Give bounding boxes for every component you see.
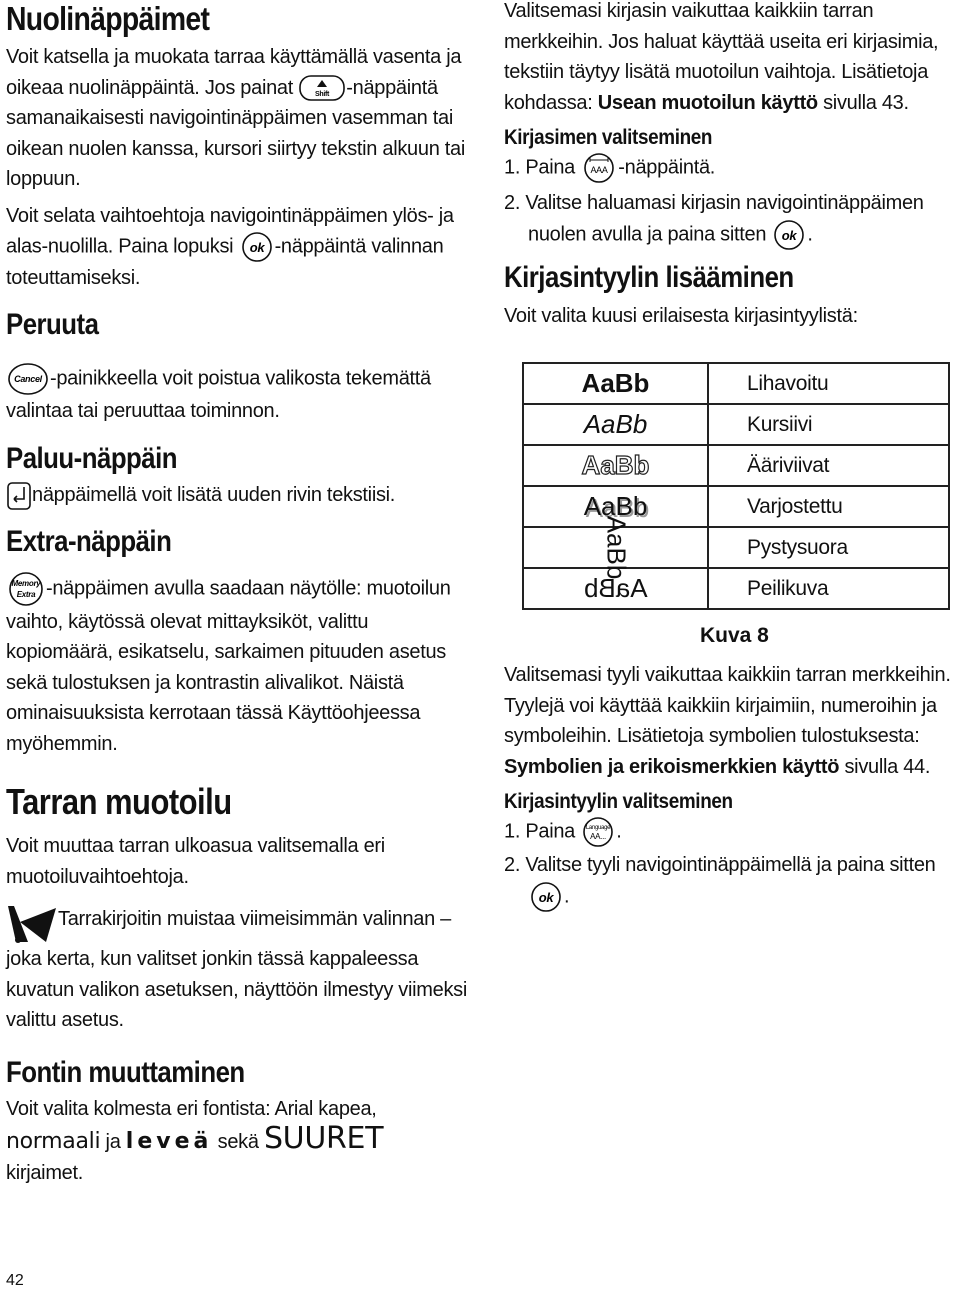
formatting-paragraph: Voit muuttaa tarran ulkoasua valitsemalla eri muotoiluvaihtoehtoja. <box>6 835 385 888</box>
heading-add-font-style: Kirjasintyylin lisääminen <box>504 260 794 294</box>
arrow-paragraph-1: Voit katsella ja muokata tarraa käyttämällä vasenta ja oikeaa nuolinäppäintä. Jos painat Shift -näppäintä samanaikaisesti navigointinäppäimen vasemman tai oikean nuolen kanssa, kursori siirtyy tekstin alkuun tai loppuun. <box>6 46 465 190</box>
style-step-1: 1. Paina Language AA... . <box>504 816 954 848</box>
style-name: Varjostettu <box>708 486 949 527</box>
right-column <box>504 0 954 331</box>
arrow-paragraph-2: Voit selata vaihtoehtoja navigointinäppäimen ylös- ja alas-nuolilla. Paina lopuksi ok -näppäintä valinnan toteuttamiseksi. <box>6 204 454 289</box>
svg-text:Extra: Extra <box>16 589 36 599</box>
style-name: Ääriviivat <box>708 445 949 486</box>
svg-text:ok: ok <box>538 889 554 905</box>
style-sample-vertical: AaBb <box>600 515 631 580</box>
style-name: Pystysuora <box>708 527 949 568</box>
font-effect-paragraph: Valitsemasi kirjasin vaikuttaa kaikkiin tarran merkkeihin. Jos haluat käyttää useita eri kirjasimia, tekstiin täytyy lisätä muotoilun vaihtoja. Lisätietoja kohdassa: Usean muotoilun käyttö sivulla 43. <box>504 0 939 114</box>
style-name: Kursiivi <box>708 404 949 445</box>
style-sample-italic: AaBb <box>583 409 648 439</box>
style-sample-bold: AaBb <box>581 368 650 398</box>
font-styles-table <box>522 362 950 610</box>
ok-key-icon <box>771 219 807 251</box>
style-step-2: 2. Valitse tyyli navigointinäppäimellä ja paina sitten ok . <box>504 850 954 913</box>
warning-icon <box>6 904 58 944</box>
svg-text:AAA: AAA <box>590 165 608 175</box>
right-column-lower <box>504 660 954 913</box>
svg-text:Memory: Memory <box>11 578 41 588</box>
table-row <box>523 486 949 527</box>
language-key-icon <box>580 816 616 848</box>
cancel-key-icon <box>6 362 50 396</box>
return-key-icon <box>6 481 32 511</box>
font-sample-wide: leveä <box>125 1129 213 1155</box>
table-row <box>523 527 949 568</box>
table-row <box>523 568 949 609</box>
style-name: Peilikuva <box>708 568 949 609</box>
svg-text:Language: Language <box>586 825 611 831</box>
cancel-paragraph: Cancel -painikkeella voit poistua valikosta tekemättä valintaa tai peruuttaa toiminnon. <box>6 362 476 427</box>
left-column <box>6 0 476 1188</box>
font-paragraph: Voit valita kolmesta eri fontista: Arial kapea, normaali ja leveä sekä SUURET kirjaimet. <box>6 1097 384 1184</box>
table-row <box>523 445 949 486</box>
ok-key-icon <box>239 231 275 263</box>
style-effect-paragraph: Valitsemasi tyyli vaikuttaa kaikkiin tarran merkkeihin. Tyylejä voi käyttää kaikkiin kirjaimiin, numeroihin ja symboleihin. Lisätietoja symbolien tulostuksesta: Symbolien ja erikoismerkkien käyttö sivulla 44. <box>504 664 951 778</box>
ok-key-icon <box>528 881 564 913</box>
table-row <box>523 404 949 445</box>
svg-text:ok: ok <box>249 240 264 255</box>
figure-caption: Kuva 8 <box>700 624 769 647</box>
styles-intro: Voit valita kuusi erilaisesta kirjasintyylistä: <box>504 304 858 327</box>
svg-text:ok: ok <box>782 227 797 243</box>
font-sample-normal: normaali <box>6 1129 101 1155</box>
style-name: Lihavoitu <box>708 363 949 404</box>
heading-select-style: Kirjasintyylin valitseminen <box>504 790 733 813</box>
svg-text:Cancel: Cancel <box>14 373 42 384</box>
heading-label-formatting: Tarran muotoilu <box>6 781 232 823</box>
heading-return: Paluu-näppäin <box>6 442 178 475</box>
shift-key-icon <box>298 74 346 102</box>
memory-extra-key-icon <box>6 571 46 607</box>
heading-select-font: Kirjasimen valitseminen <box>504 126 713 149</box>
font-step-2: 2. Valitse haluamasi kirjasin navigointinäppäimen nuolen avulla ja paina sitten ok . <box>504 188 954 251</box>
heading-arrow-keys: Nuolinäppäimet <box>6 0 210 37</box>
heading-cancel: Peruuta <box>6 307 99 341</box>
style-sample-shadow: AaBb <box>583 491 648 521</box>
return-paragraph: näppäimellä voit lisätä uuden rivin tekstiisi. <box>6 480 476 511</box>
link-multiple-formats[interactable]: Usean muotoilun käyttö <box>597 91 818 114</box>
heading-change-font: Fontin muuttaminen <box>6 1055 245 1089</box>
font-sample-upper: SUURET <box>263 1121 384 1157</box>
extra-paragraph: Memory Extra -näppäimen avulla saadaan näytölle: muotoilun vaihto, käytössä olevat mittayksiköt, valittu kopiomäärä, esikatselu, sarkaimen pituuden asetus sekä tulostuksen ja kontrastin alivalikot. Näistä ominaisuuksista kerrotaan tässä Käyttöohjeessa myöhemmin. <box>6 571 476 760</box>
style-sample-outline: AaBb <box>581 450 650 480</box>
note-paragraph: Tarrakirjoitin muistaa viimeisimmän valinnan – joka kerta, kun valitset jonkin tässä kappaleessa kuvatun valikon asetuksen, näyttöön ilmestyy viimeksi valittu asetus. <box>6 904 476 1036</box>
svg-text:Shift: Shift <box>315 91 330 99</box>
heading-extra: Extra-näppäin <box>6 524 172 558</box>
table-row <box>523 363 949 404</box>
style-sample-mirror: AaBb <box>583 573 648 603</box>
page-number: 42 <box>6 1272 24 1289</box>
link-symbols[interactable]: Symbolien ja erikoismerkkien käyttö <box>504 755 840 778</box>
svg-text:AA...: AA... <box>590 832 607 841</box>
font-key-icon <box>580 152 618 184</box>
font-step-1: 1. Paina AAA -näppäintä. <box>504 152 954 184</box>
